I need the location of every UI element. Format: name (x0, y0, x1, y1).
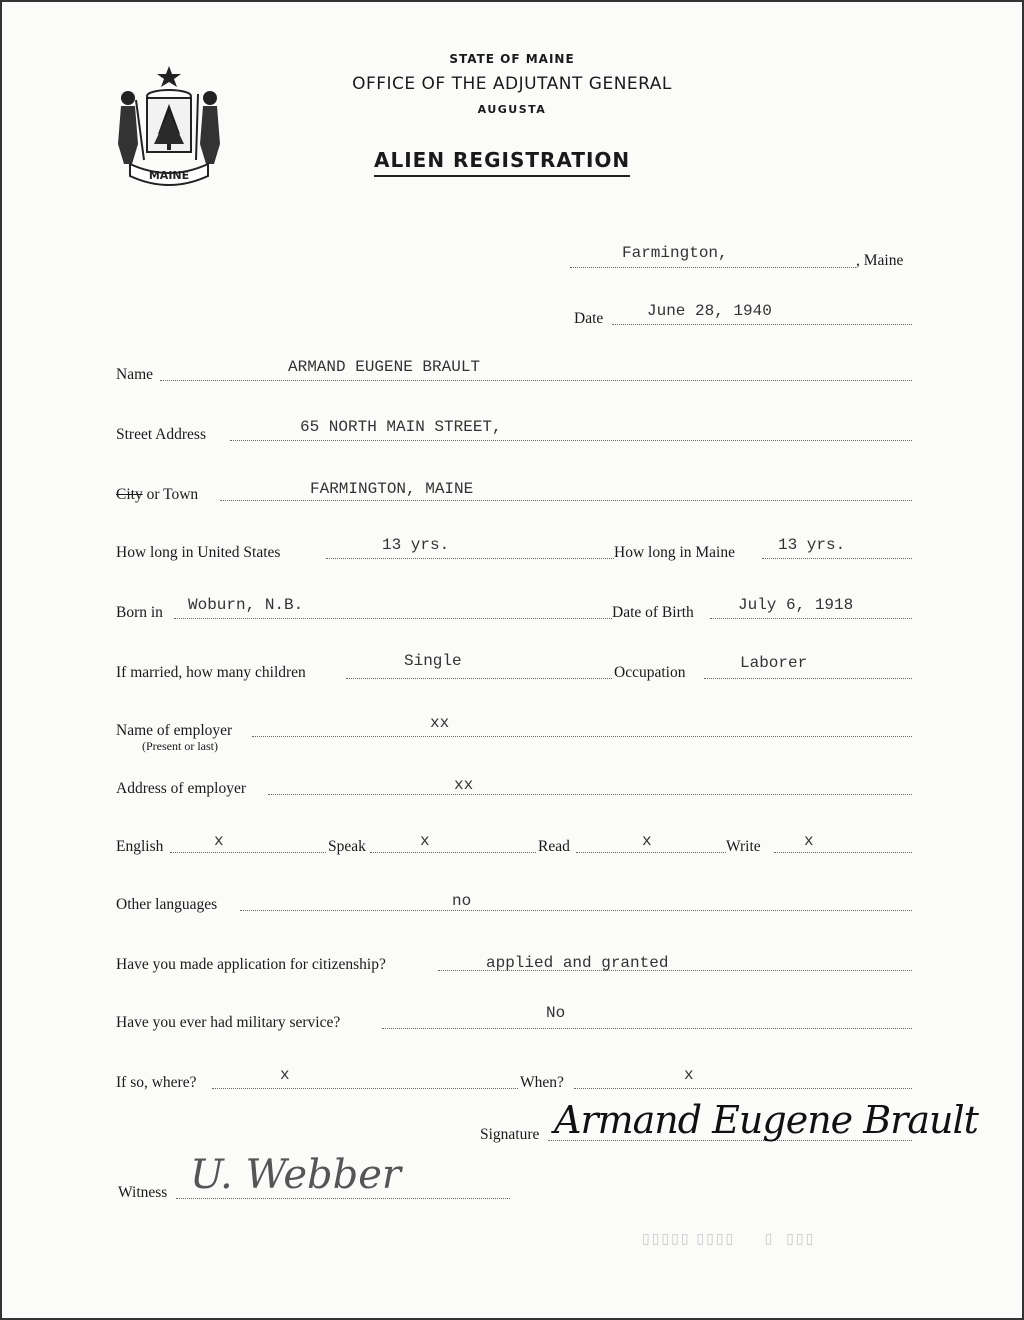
when-value: x (684, 1066, 694, 1084)
employer-value: xx (430, 714, 450, 732)
speak-line (370, 852, 536, 853)
citizenship-value: applied and granted (486, 954, 669, 972)
employer-label: Name of employer (116, 722, 233, 739)
maine-years-line (762, 558, 912, 559)
town-label-text: or Town (142, 486, 199, 503)
children-value: Single (404, 652, 462, 670)
witness-label: Witness (118, 1184, 168, 1201)
children-label: If married, how many children (116, 664, 306, 681)
born-value: Woburn, N.B. (188, 596, 304, 614)
street-value: 65 NORTH MAIN STREET, (300, 418, 502, 436)
city-town-label (116, 486, 198, 504)
dob-label: Date of Birth (612, 604, 694, 621)
english-line (170, 852, 326, 853)
occupation-line (704, 678, 912, 679)
name-value: ARMAND EUGENE BRAULT (288, 358, 481, 376)
english-label: English (116, 838, 164, 855)
state-heading: STATE OF MAINE (449, 52, 575, 66)
street-label: Street Address (116, 426, 206, 443)
us-value: 13 yrs. (382, 536, 450, 554)
date-line (612, 324, 912, 325)
write-value: x (804, 832, 814, 850)
speak-value: x (420, 832, 430, 850)
maine-years-value: 13 yrs. (778, 536, 846, 554)
military-line (382, 1028, 912, 1029)
born-line (174, 618, 612, 619)
other-languages-value: no (452, 892, 472, 910)
speak-label: Speak (328, 838, 366, 855)
where-line (212, 1088, 518, 1089)
children-line (346, 678, 612, 679)
witness-value: U. Webber (190, 1152, 401, 1198)
employer-sublabel: (Present or last) (142, 739, 218, 753)
faded-stamp: ▯▯▯▯▯ ▯▯▯▯ ▯ ▯▯▯ (642, 1230, 816, 1246)
citizenship-label: Have you made application for citizenship? (116, 956, 386, 973)
dob-line (710, 618, 912, 619)
dob-value: July 6, 1918 (738, 596, 854, 614)
write-label: Write (726, 838, 761, 855)
read-value: x (642, 832, 652, 850)
town-value: Farmington, (622, 244, 728, 262)
signature-value: Armand Eugene Brault (554, 1098, 978, 1142)
witness-line (176, 1198, 510, 1199)
when-line (574, 1088, 912, 1089)
maine-state-seal-icon (114, 64, 224, 188)
us-line (326, 558, 614, 559)
occupation-label: Occupation (614, 664, 686, 681)
seal-banner-text: MAINE (148, 169, 190, 182)
name-line (160, 380, 912, 381)
office-heading: OFFICE OF THE ADJUTANT GENERAL (352, 74, 672, 94)
city-heading: AUGUSTA (477, 103, 547, 116)
city-line (220, 500, 912, 501)
employer-address-value: xx (454, 776, 474, 794)
where-value: x (280, 1066, 290, 1084)
us-label: How long in United States (116, 544, 281, 561)
born-label: Born in (116, 604, 163, 621)
write-line (774, 852, 912, 853)
name-label: Name (116, 366, 154, 383)
employer-address-label: Address of employer (116, 780, 246, 797)
occupation-value: Laborer (740, 654, 808, 672)
read-label: Read (538, 838, 570, 855)
date-value: June 28, 1940 (647, 302, 772, 320)
signature-label: Signature (480, 1126, 540, 1143)
town-line (570, 267, 856, 268)
maine-label: , Maine (856, 252, 904, 269)
english-value: x (214, 832, 224, 850)
where-label: If so, where? (116, 1074, 197, 1091)
employer-address-line (268, 794, 912, 795)
date-label: Date (574, 310, 604, 327)
other-languages-line (240, 910, 912, 911)
other-languages-label: Other languages (116, 896, 218, 913)
military-label: Have you ever had military service? (116, 1014, 341, 1031)
employer-line (252, 736, 912, 737)
military-value: No (546, 1004, 566, 1022)
form-title: ALIEN REGISTRATION (374, 148, 630, 177)
city-struck-text: City (116, 486, 143, 503)
city-value: FARMINGTON, MAINE (310, 480, 474, 498)
read-line (576, 852, 726, 853)
when-label: When? (520, 1074, 564, 1091)
maine-years-label: How long in Maine (614, 544, 735, 561)
street-line (230, 440, 912, 441)
